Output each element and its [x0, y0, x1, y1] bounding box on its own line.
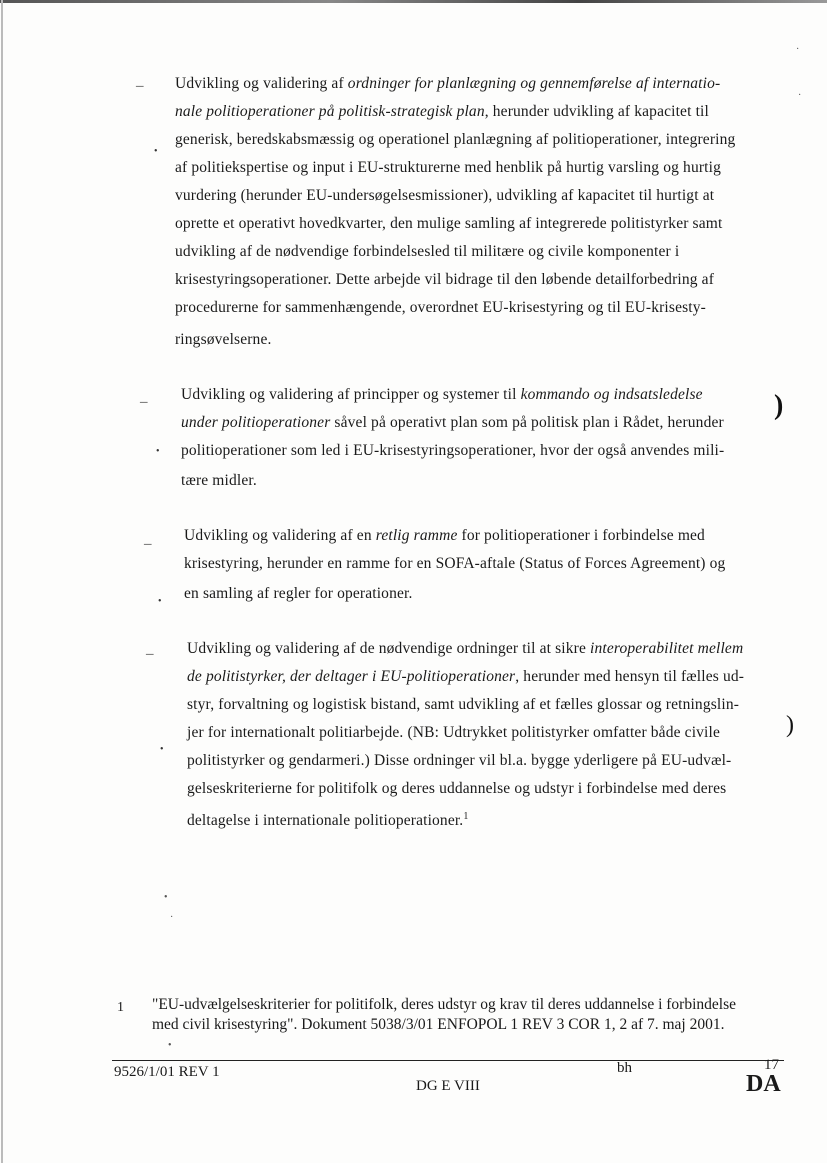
text-run: vurdering (herunder EU-undersøgelsesmissioner), udvikling af kapacitet til hurtigt at — [175, 187, 715, 204]
text-run: Udvikling og validering af principper og systemer til — [181, 386, 521, 403]
scan-speck: • — [168, 1040, 172, 1051]
paragraph-line — [175, 102, 709, 122]
scan-speck: • — [158, 596, 162, 607]
paragraph-line — [184, 554, 725, 574]
scan-mark-bracket: ) — [786, 712, 794, 738]
footnote-marker: 1 — [117, 1000, 124, 1015]
text-run: jer for internationalt politiarbejde. (NB: Udtrykket politistyrker omfatter både civile — [187, 724, 720, 741]
language-code: DA — [746, 1071, 781, 1097]
text-run: politioperationer som led i EU-krisestyringsoperationer, hvor der også anvendes mili- — [181, 442, 725, 459]
text-run: procedurerne for sammenhængende, overordnet EU-krisestyring og til EU-krisesty- — [175, 299, 706, 316]
text-run: generisk, beredskabsmæssig og operationel planlægning af politioperationer, integrering — [175, 131, 736, 148]
paragraph-line — [184, 584, 412, 604]
text-run: Udvikling og validering af — [175, 75, 348, 92]
text-run: deltagelse i internationale politioperationer. — [187, 812, 464, 830]
paragraph-line — [175, 242, 679, 262]
italic-run: de politistyrker, der deltager i EU-politioperationer — [187, 668, 516, 685]
footer-rule — [112, 1060, 784, 1061]
paragraph-line — [187, 667, 744, 687]
text-run: styr, forvaltning og logistisk bistand, samt udvikling af et fælles glossar og retningslin- — [187, 696, 740, 713]
paragraph-line — [181, 413, 724, 433]
paragraph-line — [175, 270, 714, 290]
paragraph-line — [175, 186, 714, 206]
paragraph-line — [187, 751, 731, 771]
italic-run: retlig ramme — [375, 527, 458, 544]
italic-run: interoperabilitet mellem — [590, 640, 744, 657]
directorate: DG E VIII — [416, 1078, 480, 1094]
list-dash: – — [136, 78, 144, 94]
paragraph-line — [175, 158, 721, 178]
paragraph-line — [187, 807, 469, 831]
text-run: krisestyring, herunder en ramme for en SOFA-aftale (Status of Forces Agreement) og — [184, 555, 726, 572]
list-dash: – — [146, 646, 154, 662]
paragraph-line — [187, 723, 720, 743]
scan-left-edge — [1, 0, 3, 1163]
paragraph-line — [187, 779, 726, 799]
document-reference: 9526/1/01 REV 1 — [114, 1064, 220, 1080]
list-dash: – — [140, 394, 148, 410]
paragraph-line — [184, 526, 705, 546]
text-run: for politioperationer i forbindelse med — [457, 527, 705, 544]
paragraph-line — [181, 471, 257, 491]
paragraph-line — [175, 330, 272, 350]
text-run: udvikling af de nødvendige forbindelsesled til militære og civile komponenter i — [175, 243, 680, 260]
paragraph-line — [175, 214, 722, 234]
scan-speck: • — [160, 744, 164, 755]
text-run: oprette et operativt hovedkvarter, den mulige samling af integrerede politistyrker samt — [175, 215, 723, 232]
text-run: , herunder med hensyn til fælles ud- — [515, 668, 745, 685]
text-run: af politiekspertise og input i EU-strukturerne med henblik på hurtig varsling og hurtig — [175, 159, 721, 176]
paragraph-line — [175, 130, 735, 150]
scan-speck: · — [798, 90, 802, 101]
italic-run: nale politioperationer på politisk-strategisk plan — [175, 103, 485, 120]
page-number: 17 — [764, 1057, 779, 1073]
author-initials: bh — [617, 1060, 632, 1076]
list-dash: – — [144, 536, 152, 552]
scan-speck: • — [156, 446, 160, 457]
footnote-line: "EU-udvælgelseskriterier for politifolk, deres udstyr og krav til deres uddannelse i forbindelse — [152, 996, 736, 1013]
paragraph-line — [187, 639, 743, 659]
text-run: Udvikling og validering af en — [184, 527, 376, 544]
paragraph-line — [181, 441, 724, 461]
paragraph-line — [187, 695, 739, 715]
text-run: såvel på operativt plan som på politisk plan i Rådet, herunder — [330, 414, 724, 431]
text-run: gelseskriterierne for politifolk og deres uddannelse og udstyr i forbindelse med deres — [187, 780, 727, 797]
text-run: Udvikling og validering af de nødvendige ordninger til at sikre — [187, 640, 591, 657]
scan-mark-bracket: ) — [774, 390, 784, 421]
scan-speck: · — [170, 912, 174, 923]
paragraph-line — [175, 298, 706, 318]
scan-speck: • — [164, 892, 168, 903]
italic-run: kommando og indsatsledelse — [520, 386, 703, 403]
paragraph-line — [181, 385, 703, 405]
italic-run: under politioperationer — [181, 414, 331, 431]
footnote-line: med civil krisestyring". Dokument 5038/3/01 ENFOPOL 1 REV 3 COR 1, 2 af 7. maj 2001. — [152, 1016, 725, 1033]
text-run: , herunder udvikling af kapacitet til — [484, 103, 709, 120]
paragraph-line — [175, 74, 720, 94]
text-run: politistyrker og gendarmeri.) Disse ordninger vil bl.a. bygge yderligere på EU-udvæl- — [187, 752, 732, 769]
scan-speck: • — [154, 146, 158, 157]
text-run: ringsøvelserne. — [175, 331, 272, 348]
scan-top-edge — [0, 0, 827, 3]
italic-run: ordninger for planlægning og gennemførelse af internatio- — [347, 75, 721, 92]
text-run: krisestyringsoperationer. Dette arbejde vil bidrage til den løbende detailforbedring af — [175, 271, 715, 288]
text-run: tære midler. — [181, 472, 257, 489]
scan-speck: · — [796, 44, 800, 55]
text-run: en samling af regler for operationer. — [184, 585, 413, 602]
footnote-reference: 1 — [463, 811, 469, 822]
